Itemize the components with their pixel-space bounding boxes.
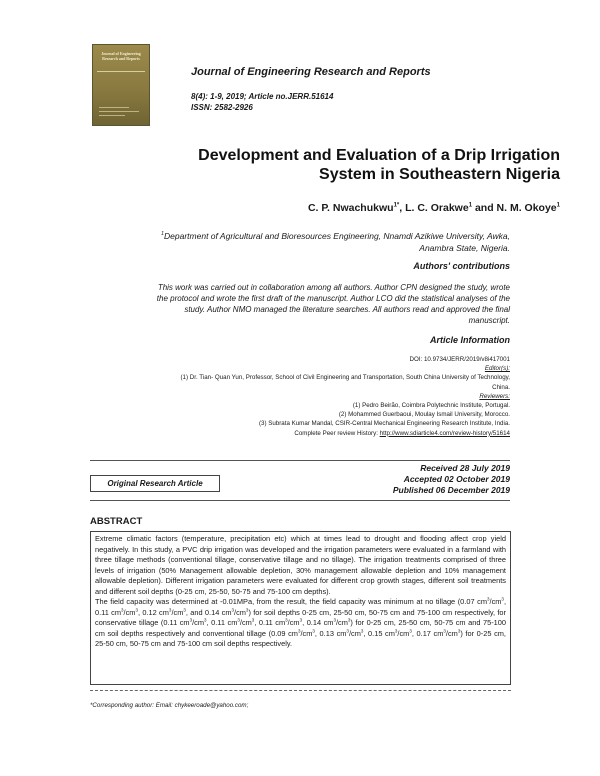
author-affiliation-marker: 1 — [468, 202, 473, 209]
contributions-heading: Authors' contributions — [413, 261, 510, 271]
article-info — [40, 355, 510, 438]
reviewer-item: (2) Mohammed Guerbaoui, Moulay Ismail University, Morocco. — [338, 411, 510, 419]
article-dates — [393, 463, 510, 496]
author-list — [40, 202, 560, 214]
date-received: Received 28 July 2019 — [420, 463, 510, 473]
affiliation-marker: 1 — [160, 231, 165, 237]
cover-divider — [97, 71, 145, 72]
author-separator: and — [472, 202, 497, 214]
author-separator: , — [399, 202, 406, 214]
editor-line: China. — [492, 383, 510, 391]
reviewers-label: Reviewers: — [479, 392, 510, 400]
affiliation — [60, 228, 510, 254]
paper-title-line2: System in Southeastern Nigeria — [319, 166, 560, 183]
affiliation-line2: Anambra State, Nigeria. — [419, 242, 510, 253]
paper-title-line1: Development and Evaluation of a Drip Irrigation — [198, 147, 560, 164]
abstract-paragraph: The field capacity was determined at -0.01MPa, from the result, the field capacity was minimum at no tillage (0.07 $cm^3/cm^3$, 0.11 $cm^3/cm^3$, 0.12 $cm^3/cm^3$, and 0.14 $cm^3/cm^3$) for soil depths 0-25 cm, 25-50 cm, 50-75 cm and 75-100 cm respectively, for conservative tillage (0.11 $cm^3/cm^3$, 0.11 $cm^3/cm^3$, 0.11 $cm^3/cm^3$, 0.14 $cm^3/cm^3$) for 0-25 cm, 25-50 cm, 50-75 cm and 75-100 cm soil depths respectively and conventional tillage (0.09 $cm^3/cm^3$, 0.13 $cm^3/cm^3$, 0.15 $cm^3/cm^3$, 0.17 $cm^3/cm^3$) for 0-25 cm, 25-50 cm, 50-75 cm and 75-100 cm soil depths respectively. — [95, 596, 506, 648]
editor-label: Editor(s): — [484, 365, 510, 373]
author-affiliation-marker: 1 — [556, 202, 560, 209]
abstract-box — [90, 531, 511, 685]
doi: DOI: 10.9734/JERR/2019/v8i417001 — [409, 356, 510, 363]
journal-name: Journal of Engineering Research and Reports — [191, 66, 431, 78]
editor-line: (1) Dr. Tian- Quan Yun, Professor, School of Civil Engineering and Transportation, South China University of Technology, — [180, 374, 510, 382]
article-info-heading: Article Information — [429, 335, 510, 345]
divider — [90, 460, 510, 461]
reviewer-item: (3) Subrata Kumar Mandal, CSIR-Central Mechanical Engineering Research Institute, India. — [258, 420, 510, 428]
cover-text-line — [99, 111, 139, 112]
review-history-link[interactable]: http://www.sdiarticle4.com/review-history/51614 — [379, 429, 510, 437]
author-name: C. P. Nwachukwu — [307, 202, 394, 214]
journal-cover-image — [92, 44, 150, 126]
abstract-paragraph: Extreme climatic factors (temperature, precipitation etc) which at times lead to drought and flooding affect crop yield negatively. In this study, a PVC drip irrigation was developed and the irrigation parameters were evaluated in a farmland with three tillage methods (conventional tillage, conservative tillage and no tillage). The irrigation treatments comprised of three levels of irrigation (50% Management allowable depletion, 30% management allowable depletion and 10% management allowable depletion). Different irrigation parameters were evaluated for different crop growth stages, different soil treatments and different soil depths (0-25 cm, 25-50, 50-75 and 75-100 cm depths). — [95, 534, 506, 596]
review-history — [40, 429, 510, 438]
date-accepted: Accepted 02 October 2019 — [403, 474, 510, 484]
affiliation-line1: Department of Agricultural and Bioresources Engineering, Nnamdi Azikiwe University, Awka, — [164, 230, 510, 241]
date-published: Published 06 December 2019 — [392, 485, 510, 495]
author-name: L. C. Orakwe — [405, 202, 469, 214]
reviewer-item: (1) Pedro Beirão, Coimbra Polytechnic Institute, Portugal. — [352, 402, 510, 410]
corresponding-author-footnote: *Corresponding author: Email: chykeeroade@yahoo.com; — [90, 702, 249, 709]
author-name: N. M. Okoye — [496, 202, 557, 214]
contributions-text — [90, 282, 510, 326]
journal-issue: 8(4): 1-9, 2019; Article no.JERR.51614 — [191, 92, 334, 101]
review-history-label: Complete Peer review History: — [294, 429, 380, 437]
author-affiliation-marker: 1* — [393, 202, 400, 209]
cover-text-line — [99, 115, 125, 116]
contributions-line: study. Author NMO managed the literature searches. All authors read and approved the final — [184, 305, 510, 314]
paper-title — [40, 146, 560, 184]
cover-title: Journal of Engineering Research and Reports — [101, 51, 141, 61]
article-type-badge: Original Research Article — [90, 475, 220, 492]
cover-text-line — [99, 107, 129, 108]
divider — [90, 500, 510, 501]
contributions-line: This work was carried out in collaboration among all authors. Author CPN designed the study, wrote — [157, 283, 510, 292]
contributions-line: the protocol and wrote the first draft of the manuscript. Author LCO did the statistical analyses of the — [156, 294, 510, 303]
contributions-line: manuscript. — [468, 316, 510, 325]
abstract-heading: ABSTRACT — [90, 516, 143, 527]
footnote-separator — [90, 690, 511, 691]
journal-issn: ISSN: 2582-2926 — [191, 103, 253, 112]
